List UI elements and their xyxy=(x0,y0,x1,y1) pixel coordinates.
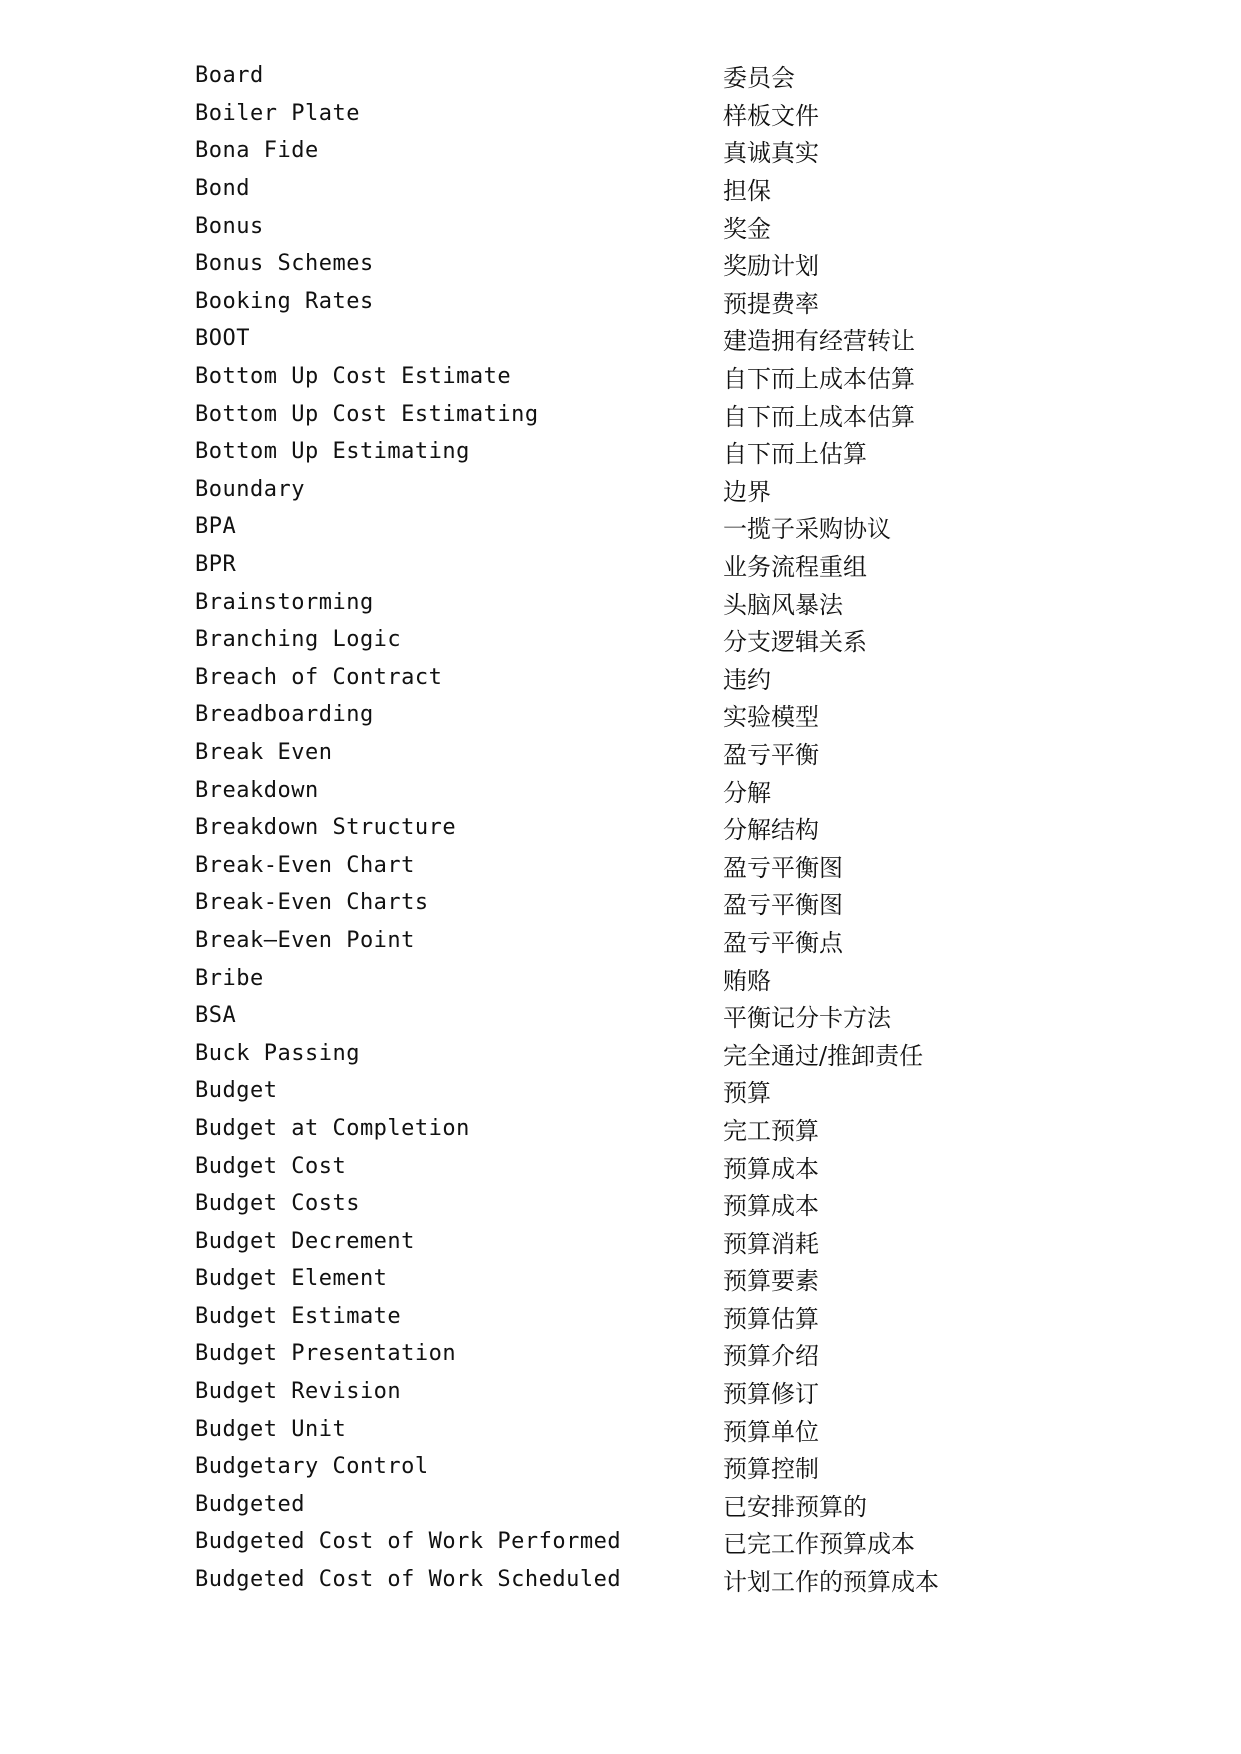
glossary-term: Budget Decrement xyxy=(195,1228,415,1254)
glossary-translation: 预算估算 xyxy=(723,1304,819,1333)
glossary-term: Break Even xyxy=(195,739,333,765)
glossary-translation: 业务流程重组 xyxy=(723,553,867,582)
glossary-row xyxy=(195,1298,1015,1336)
glossary-term: Bottom Up Estimating xyxy=(195,439,470,465)
glossary-term: Boiler Plate xyxy=(195,100,360,126)
glossary-translation: 建造拥有经营转让 xyxy=(723,327,915,356)
glossary-row xyxy=(195,696,1015,734)
glossary-row xyxy=(195,132,1015,170)
glossary-row xyxy=(195,1260,1015,1298)
glossary-term: Breakdown xyxy=(195,777,319,803)
glossary-translation: 盈亏平衡点 xyxy=(723,928,843,957)
glossary-row xyxy=(195,922,1015,960)
glossary-term: BSA xyxy=(195,1003,237,1029)
glossary-term: Bribe xyxy=(195,965,264,991)
glossary-term: BOOT xyxy=(195,326,250,352)
glossary-translation: 预提费率 xyxy=(723,289,819,318)
glossary-row xyxy=(195,734,1015,772)
glossary-term: Brainstorming xyxy=(195,589,374,615)
glossary-row xyxy=(195,1523,1015,1561)
glossary-term: Bottom Up Cost Estimating xyxy=(195,401,539,427)
glossary-term: Breakdown Structure xyxy=(195,815,457,841)
glossary-row xyxy=(195,884,1015,922)
glossary-row xyxy=(195,1072,1015,1110)
glossary-row xyxy=(195,546,1015,584)
glossary-term: Budgeted xyxy=(195,1491,305,1517)
glossary-translation: 担保 xyxy=(723,177,771,206)
glossary-row xyxy=(195,358,1015,396)
glossary-term: Budgetary Control xyxy=(195,1454,429,1480)
glossary-term: Budget xyxy=(195,1078,278,1104)
glossary-term: Bonus xyxy=(195,213,264,239)
glossary-row xyxy=(195,1448,1015,1486)
glossary-translation: 预算成本 xyxy=(723,1192,819,1221)
glossary-row xyxy=(195,433,1015,471)
glossary-row xyxy=(195,809,1015,847)
glossary-translation: 样板文件 xyxy=(723,101,819,130)
glossary-term: BPR xyxy=(195,552,237,578)
glossary-list xyxy=(195,57,1015,1598)
glossary-translation: 平衡记分卡方法 xyxy=(723,1004,891,1033)
glossary-term: Budget Revision xyxy=(195,1379,402,1405)
glossary-row xyxy=(195,1110,1015,1148)
glossary-row xyxy=(195,283,1015,321)
glossary-translation: 预算单位 xyxy=(723,1417,819,1446)
glossary-translation: 已完工作预算成本 xyxy=(723,1530,915,1559)
glossary-translation: 计划工作的预算成本 xyxy=(723,1568,939,1597)
glossary-row xyxy=(195,583,1015,621)
glossary-translation: 分支逻辑关系 xyxy=(723,628,867,657)
glossary-translation: 自下而上估算 xyxy=(723,440,867,469)
glossary-term: Board xyxy=(195,63,264,89)
glossary-term: BPA xyxy=(195,514,237,540)
glossary-row xyxy=(195,959,1015,997)
glossary-translation: 预算修订 xyxy=(723,1380,819,1409)
glossary-term: Budget Costs xyxy=(195,1191,360,1217)
glossary-term: Budget Cost xyxy=(195,1153,347,1179)
glossary-translation: 预算成本 xyxy=(723,1154,819,1183)
glossary-translation: 完全通过/推卸责任 xyxy=(723,1041,924,1070)
glossary-translation: 预算消耗 xyxy=(723,1229,819,1258)
glossary-row xyxy=(195,1486,1015,1524)
glossary-term: Budget Unit xyxy=(195,1416,347,1442)
glossary-term: Buck Passing xyxy=(195,1040,360,1066)
glossary-translation: 预算介绍 xyxy=(723,1342,819,1371)
glossary-term: Bond xyxy=(195,176,250,202)
glossary-row xyxy=(195,207,1015,245)
glossary-row xyxy=(195,997,1015,1035)
glossary-translation: 分解 xyxy=(723,778,771,807)
glossary-translation: 预算 xyxy=(723,1079,771,1108)
glossary-translation: 预算要素 xyxy=(723,1267,819,1296)
glossary-row xyxy=(195,320,1015,358)
glossary-row xyxy=(195,395,1015,433)
glossary-term: Breach of Contract xyxy=(195,664,443,690)
glossary-term: Budgeted Cost of Work Scheduled xyxy=(195,1567,622,1593)
glossary-term: Bottom Up Cost Estimate xyxy=(195,364,512,390)
glossary-translation: 盈亏平衡图 xyxy=(723,853,843,882)
glossary-row xyxy=(195,471,1015,509)
glossary-row xyxy=(195,508,1015,546)
glossary-row xyxy=(195,846,1015,884)
glossary-row xyxy=(195,659,1015,697)
glossary-term: Bonus Schemes xyxy=(195,251,374,277)
glossary-term: Branching Logic xyxy=(195,627,402,653)
glossary-row xyxy=(195,1335,1015,1373)
glossary-row xyxy=(195,621,1015,659)
glossary-translation: 预算控制 xyxy=(723,1455,819,1484)
glossary-row xyxy=(195,1222,1015,1260)
glossary-term: Break-Even Charts xyxy=(195,890,429,916)
glossary-translation: 盈亏平衡 xyxy=(723,740,819,769)
glossary-row xyxy=(195,1373,1015,1411)
glossary-term: Booking Rates xyxy=(195,288,374,314)
glossary-row xyxy=(195,771,1015,809)
glossary-term: Budgeted Cost of Work Performed xyxy=(195,1529,622,1555)
glossary-translation: 已安排预算的 xyxy=(723,1492,867,1521)
glossary-translation: 头脑风暴法 xyxy=(723,590,843,619)
glossary-row xyxy=(195,245,1015,283)
glossary-term: Budget Element xyxy=(195,1266,388,1292)
glossary-translation: 分解结构 xyxy=(723,816,819,845)
glossary-row xyxy=(195,1410,1015,1448)
glossary-term: Break—Even Point xyxy=(195,927,415,953)
glossary-term: Boundary xyxy=(195,476,305,502)
glossary-term: Budget at Completion xyxy=(195,1115,470,1141)
glossary-translation: 真诚真实 xyxy=(723,139,819,168)
glossary-term: Break-Even Chart xyxy=(195,852,415,878)
glossary-translation: 贿赂 xyxy=(723,966,771,995)
glossary-row xyxy=(195,1147,1015,1185)
glossary-translation: 奖励计划 xyxy=(723,252,819,281)
glossary-translation: 自下而上成本估算 xyxy=(723,365,915,394)
glossary-term: Budget Estimate xyxy=(195,1303,402,1329)
glossary-translation: 奖金 xyxy=(723,214,771,243)
glossary-row xyxy=(195,95,1015,133)
glossary-row xyxy=(195,1185,1015,1223)
glossary-row xyxy=(195,1034,1015,1072)
glossary-translation: 边界 xyxy=(723,477,771,506)
glossary-translation: 自下而上成本估算 xyxy=(723,402,915,431)
glossary-translation: 完工预算 xyxy=(723,1116,819,1145)
glossary-translation: 实验模型 xyxy=(723,703,819,732)
glossary-term: Bona Fide xyxy=(195,138,319,164)
glossary-row xyxy=(195,1561,1015,1599)
glossary-translation: 违约 xyxy=(723,665,771,694)
glossary-translation: 委员会 xyxy=(723,64,795,93)
glossary-translation: 盈亏平衡图 xyxy=(723,891,843,920)
glossary-term: Budget Presentation xyxy=(195,1341,457,1367)
glossary-row xyxy=(195,57,1015,95)
glossary-term: Breadboarding xyxy=(195,702,374,728)
glossary-row xyxy=(195,170,1015,208)
glossary-translation: 一揽子采购协议 xyxy=(723,515,891,544)
